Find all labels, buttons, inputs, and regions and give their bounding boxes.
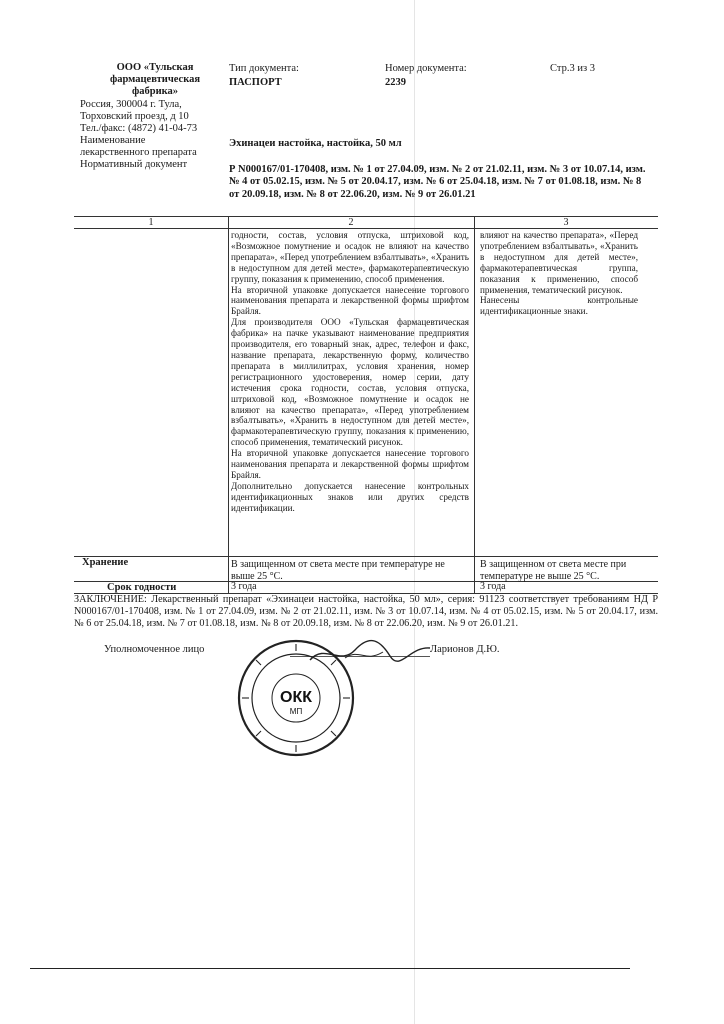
stamp-sub-text: МП [289,707,303,716]
col2-paragraph: годности, состав, условия отпуска, штриховой код, «Возможное помутнение и осадок не влияют на качество препарата», «Перед употреблением взбалтывать», «Хранить в недоступном для детей месте», фармакотерапевтическую группу, показания к применению, способ применения. [231,230,469,284]
col-divider-1 [228,216,229,594]
drug-name-label-1: Наименование [80,135,146,146]
col-number-2: 2 [348,217,354,228]
page-indicator: Стр.3 из 3 [550,63,595,74]
stamp-center-text: ОКК [280,689,312,706]
round-stamp [236,638,356,758]
storage-label: Хранение [82,557,129,568]
signature-label: Уполномоченное лицо [104,644,205,655]
col2-paragraph: Дополнительно допускается нанесение контрольных идентификационных знаков или других средств идентификации. [231,480,469,513]
col3-paragraph: Нанесены контрольные идентификационные знаки. [480,295,638,317]
doc-number-value: 2239 [385,77,406,88]
shelf-life-col3: 3 года [480,581,506,592]
address-line-1: Россия, 300004 г. Тула, [80,99,182,110]
address-line-3: Тел./факс: (4872) 41-04-73 [80,123,198,134]
company-line-2: фармацевтическая [109,74,201,85]
company-line-1: ООО «Тульская [116,62,194,73]
table-header-rule [74,228,658,229]
col-number-1: 1 [148,217,154,228]
doc-type-value: ПАСПОРТ [229,77,282,88]
company-name [100,62,210,98]
col2-paragraph: На вторичной упаковке допускается нанесение торгового наименования препарата и лекарственной формы шрифтом Брайля. [231,284,469,317]
doc-type-label: Тип документа: [229,63,299,74]
storage-col3: В защищенном от света месте при температуре не выше 25 °С. [480,559,627,582]
col2-paragraph: Для производителя ООО «Тульская фармацевтическая фабрика» на пачке указывают наименование предприятия производителя, его товарный знак, адрес, телефон и факс, название препарата, лекарственную форму, количество препарата в миллилитрах, условия хранения, номер регистрационного удостоверения, номер серии, дату истечения срока годности, состав, условия отпуска, штриховой код, «Возможное помутнение и осадок не влияют на качество препарата», «Перед употреблением взбалтывать», «Хранить в недоступном для детей месте», фармакотерапевтическую группу, показания к применению, способ применения, тематический рисунок. [231,317,469,448]
drug-name-label-2: лекарственного препарата [80,147,197,158]
normative-value: Р N000167/01-170408, изм. № 1 от 27.04.09, изм. № 2 от 21.02.11, изм. № 3 от 10.07.14, изм. № 4 от 05.02.15, изм. № 5 от 20.04.17, изм. № 6 от 25.04.18, изм. № 7 от 01.08.18, изм. № 8 от 20.09.18, изм. № 8 от 22.06.20, изм. № 9 от 26.01.21 [229,164,646,200]
company-address [80,99,230,171]
normative-label: Нормативный документ [80,159,188,170]
conclusion-text: ЗАКЛЮЧЕНИЕ: Лекарственный препарат «Эхинацеи настойка, настойка, 50 мл», серия: 91123 соответствует требованиям НД Р N000167/01-170408, изм. № 1 от 27.04.09, изм. № 2 от 21.02.11, изм. № 3 от 10.07.14, изм. № 4 от 05.02.15, изм. № 5 от 20.04.17, изм. № 6 от 25.04.18, изм. № 7 от 01.08.18, изм. № 8 от 20.09.18, изм. № 8 от 22.06.20, изм. № 9 от 26.01.21. [74,594,658,630]
address-line-2: Торховский проезд, д 10 [80,111,189,122]
doc-number-label: Номер документа: [385,63,467,74]
main-row-col3 [480,230,638,317]
storage-col2: В защищенном от света месте при температуре не выше 25 °С. [231,559,445,582]
drug-name-value: Эхинацеи настойка, настойка, 50 мл [229,138,402,149]
company-line-3: фабрика» [131,86,179,97]
signature-name: Ларионов Д.Ю. [430,644,500,655]
col-number-3: 3 [563,217,569,228]
shelf-life-label: Срок годности [107,582,177,593]
shelf-life-col2: 3 года [231,581,257,592]
main-row-col2 [231,230,469,514]
col3-paragraph: влияют на качество препарата», «Перед употреблением взбалтывать», «Хранить в недоступном для детей месте», фармакотерапевтическая группа, показания к применению, способ применения, тематический рисунок. [480,230,638,295]
col2-paragraph: На вторичной упаковке допускается нанесение торгового наименования препарата и лекарственной формы шрифтом Брайля. [231,448,469,480]
col-divider-2 [474,216,475,594]
page-bottom-line [30,968,630,969]
storage-row-top-rule [74,556,658,557]
